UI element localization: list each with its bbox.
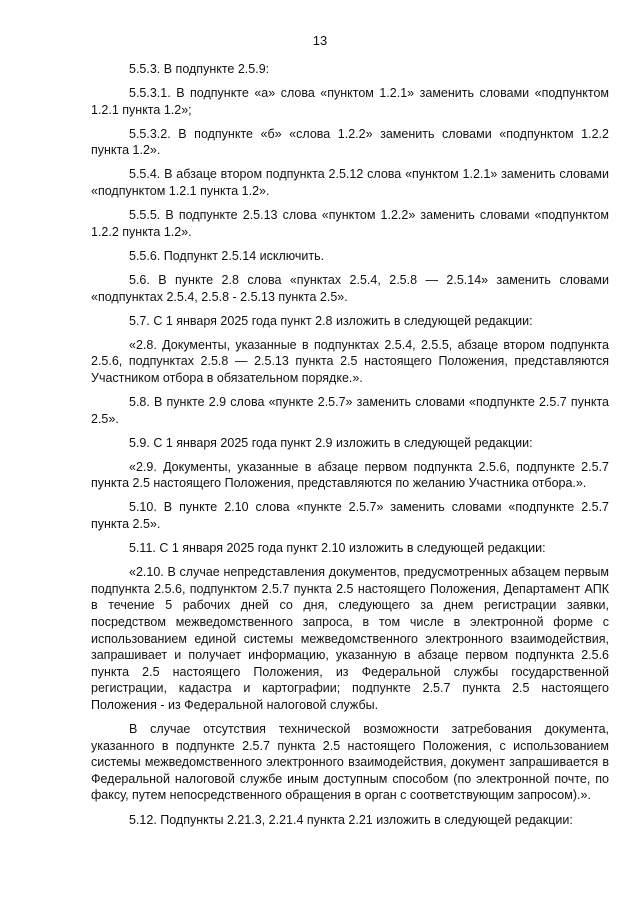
paragraph-5-5-5: 5.5.5. В подпункте 2.5.13 слова «пунктом 1.2.2» заменить словами «подпунктом 1.2.2 пункта 1.2».	[91, 208, 609, 239]
quoted-clause-2-10-continued: В случае отсутствия технической возможности затребования документа, указанного в подпункте 2.5.7 пункта 2.5 настоящего Положения, с использованием системы межведомственного электронного взаимодействия, документ запрашивается в Федеральной налоговой службе иным доступным способом (по электронной почте, по факсу, путем непосредственного обращения в орган с соответствующим запросом).».	[91, 722, 609, 803]
paragraph-5-5-6: 5.5.6. Подпункт 2.5.14 исключить.	[129, 248, 325, 263]
paragraph-5-10: 5.10. В пункте 2.10 слова «пункте 2.5.7» заменить словами «подпункте 2.5.7 пункта 2.5».	[91, 500, 609, 532]
paragraph-5-9: 5.9. С 1 января 2025 года пункт 2.9 изложить в следующей редакции:	[129, 435, 533, 450]
paragraph-5-5-3: 5.5.3. В подпункте 2.5.9:	[129, 62, 270, 76]
paragraph-5-5-3-2: 5.5.3.2. В подпункте «б» «слова 1.2.2» заменить словами «подпунктом 1.2.2 пункта 1.2».	[91, 126, 609, 158]
paragraph-5-6: 5.6. В пункте 2.8 слова «пунктах 2.5.4, 2.5.8 — 2.5.14» заменить словами «подпунктах 2.5.4, 2.5.8 - 2.5.13 пункта 2.5».	[91, 272, 609, 304]
paragraph-5-11: 5.11. С 1 января 2025 года пункт 2.10 изложить в следующей редакции:	[129, 541, 546, 556]
paragraph-5-12: 5.12. Подпункты 2.21.3, 2.21.4 пункта 2.21 изложить в следующей редакции:	[129, 812, 573, 827]
quoted-clause-2-8: «2.8. Документы, указанные в подпунктах 2.5.4, 2.5.5, абзаце втором подпункта 2.5.6, подпунктах 2.5.8 — 2.5.13 пункта 2.5 настоящего Положения, представляются Участником отбора в обязательном порядке.».	[91, 337, 609, 385]
page-number: 13	[312, 33, 328, 48]
quoted-clause-2-10: «2.10. В случае непредставления документов, предусмотренных абзацем первым подпункта 2.5.6, подпунктом 2.5.7 пункта 2.5 настоящего Положения, Департамент АПК в течение 5 рабочих дней со дня, следующего за днем регистрации заявки, посредством межведомственного запроса, в том числе в электронной форме с использованием единой системы межведомственного электронного взаимодействия, запрашивает и получает информацию, указанную в абзаце первом подпункта 2.5.6 пункта 2.5 настоящего Положения, из Федеральной службы государственной регистрации, кадастра и картографии; подпункте 2.5.7 пункта 2.5 настоящего Положения - из Федеральной налоговой службы.	[91, 565, 609, 712]
paragraph-5-8: 5.8. В пункте 2.9 слова «пункте 2.5.7» заменить словами «подпункте 2.5.7 пункта 2.5».	[91, 395, 609, 426]
document-body	[91, 61, 609, 828]
paragraph-5-5-3-1: 5.5.3.1. В подпункте «а» слова «пунктом 1.2.1» заменить словами «подпунктом 1.2.1 пункта 1.2»;	[91, 86, 609, 117]
quoted-clause-2-9: «2.9. Документы, указанные в абзаце первом подпункта 2.5.6, подпункте 2.5.7 пункта 2.5 настоящего Положения, представляются по желанию Участника отбора.».	[91, 459, 609, 491]
paragraph-5-5-4: 5.5.4. В абзаце втором подпункта 2.5.12 слова «пунктом 1.2.1» заменить словами «подпунктом 1.2.1 пункта 1.2».	[91, 167, 609, 199]
paragraph-5-7: 5.7. С 1 января 2025 года пункт 2.8 изложить в следующей редакции:	[129, 313, 533, 328]
